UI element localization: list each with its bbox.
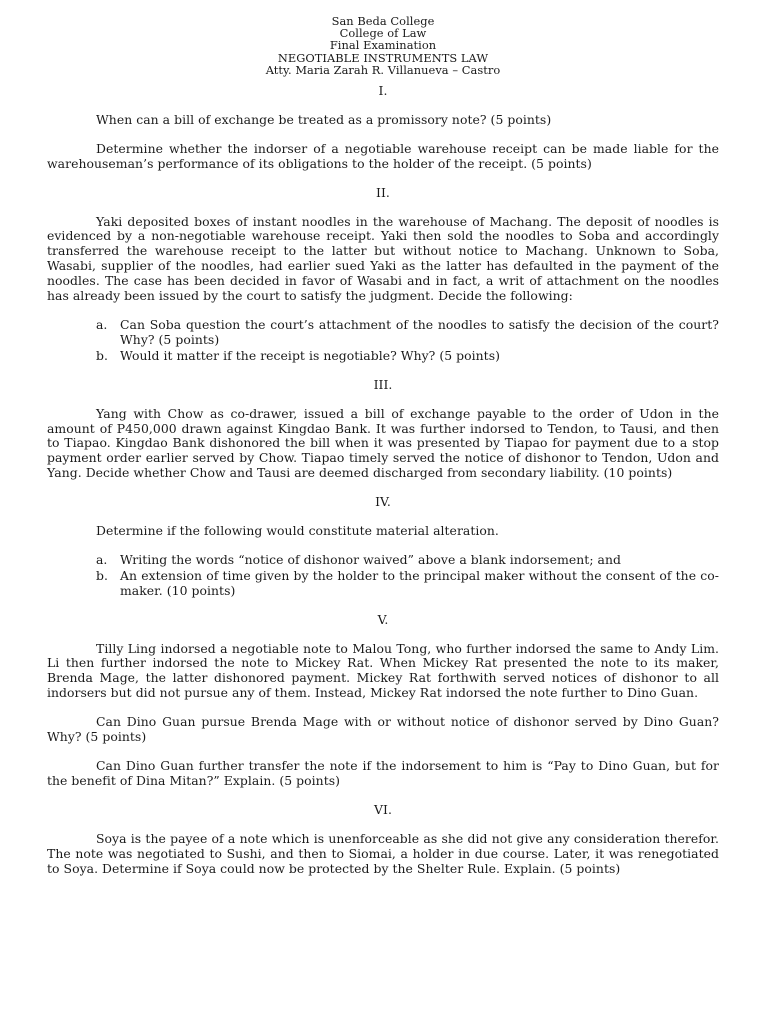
section-numeral-2: II. bbox=[376, 184, 390, 200]
section-numeral-4: IV. bbox=[375, 494, 391, 510]
exam-header bbox=[47, 15, 719, 76]
instructor-name: Atty. Maria Zarah R. Villanueva – Castro bbox=[265, 62, 501, 77]
exam-page bbox=[47, 15, 719, 890]
sub-question bbox=[47, 349, 719, 364]
question-paragraph: Yang with Chow as co-drawer, issued a bill of exchange payable to the order of Udon in the amount of P450,000 drawn against Kingdao Bank. It was further indorsed to Tendon, to Tausi, and then to Tiapao. Kingdao Bank dishonored the bill when it was presented by Tiapao for payment due to a stop payment order earlier served by Chow. Tiapao timely served the notice of dishonor to Tendon, Udon and Yang. Decide whether Chow and Tausi are deemed discharged from secondary liability. (10 points) bbox=[47, 405, 719, 481]
sub-question-label: a. bbox=[96, 551, 108, 567]
sub-question-list bbox=[47, 553, 719, 599]
question-paragraph: Can Dino Guan pursue Brenda Mage with or without notice of dishonor served by Dino Guan? Why? (5 points) bbox=[47, 714, 719, 745]
sub-question bbox=[47, 569, 719, 599]
question-paragraph: Soya is the payee of a note which is unenforceable as she did not give any consideration therefor. The note was negotiated to Sushi, and then to Siomai, a holder in due course. Later, it was renegotiated to Soya. Determine if Soya could now be protected by the Shelter Rule. Explain. (5 points) bbox=[47, 830, 719, 876]
section-numeral-3: III. bbox=[373, 376, 393, 392]
exam-type: Final Examination bbox=[329, 38, 437, 53]
course-title: NEGOTIABLE INSTRUMENTS LAW bbox=[277, 50, 489, 65]
section-numeral-5: V. bbox=[377, 611, 389, 627]
sub-question-label: b. bbox=[96, 567, 108, 583]
question-paragraph: Tilly Ling indorsed a negotiable note to Malou Tong, who further indorsed the same to Andy Lim. Li then further indorsed the note to Mickey Rat. When Mickey Rat presented the note to its maker, Brenda Mage, the latter dishonored payment. Mickey Rat forthwith served notices of dishonor to all indorsers but did not pursue any of them. Instead, Mickey Rat indorsed the note further to Dino Guan. bbox=[47, 640, 719, 701]
sub-question-text: Writing the words “notice of dishonor waived” above a blank indorsement; and bbox=[120, 551, 621, 567]
question-paragraph: Determine if the following would constitute material alteration. bbox=[96, 523, 499, 539]
sub-question-label: b. bbox=[96, 347, 108, 363]
question-paragraph: Determine whether the indorser of a negotiable warehouse receipt can be made liable for the warehouseman’s performance of its obligations to the holder of the receipt. (5 points) bbox=[47, 140, 719, 171]
sub-question-text: An extension of time given by the holder to the principal maker without the consent of the co-maker. (10 points) bbox=[120, 567, 719, 598]
sub-question bbox=[47, 318, 719, 348]
sub-question-list bbox=[47, 318, 719, 364]
section-numeral-6: VI. bbox=[374, 801, 392, 817]
sub-question bbox=[47, 553, 719, 568]
college-name: College of Law bbox=[339, 26, 427, 41]
question-paragraph: Can Dino Guan further transfer the note if the indorsement to him is “Pay to Dino Guan, but for the benefit of Dina Mitan?” Explain. (5 points) bbox=[47, 758, 719, 788]
sub-question-text: Would it matter if the receipt is negotiable? Why? (5 points) bbox=[120, 347, 501, 363]
section-numeral-1: I. bbox=[378, 83, 388, 99]
school-name: San Beda College bbox=[331, 14, 435, 28]
sub-question-text: Can Soba question the court’s attachment of the noodles to satisfy the decision of the court? Why? (5 points) bbox=[120, 316, 719, 347]
sub-question-label: a. bbox=[96, 316, 108, 332]
question-paragraph: Yaki deposited boxes of instant noodles in the warehouse of Machang. The deposit of noodles is evidenced by a non-negotiable warehouse receipt. Yaki then sold the noodles to Soba and accordingly transferred the warehouse receipt to the latter but without notice to Machang. Unknown to Soba, Wasabi, supplier of the noodles, had earlier sued Yaki as the latter has defaulted in the payment of the noodles. The case has been decided in favor of Wasabi and in fact, a writ of attachment on the noodles has already been issued by the court to satisfy the judgment. Decide the following: bbox=[47, 213, 719, 304]
question-paragraph: When can a bill of exchange be treated as a promissory note? (5 points) bbox=[96, 111, 552, 127]
